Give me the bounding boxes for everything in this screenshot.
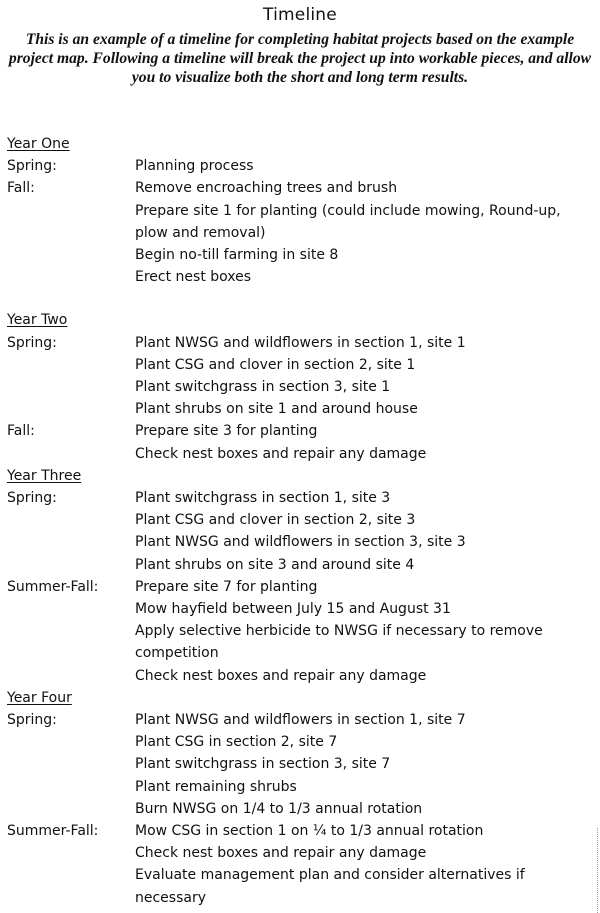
season-label: Fall: [7, 423, 35, 440]
task-item: Plant shrubs on site 1 and around house [135, 401, 418, 418]
task-item: Plant switchgrass in section 1, site 3 [135, 490, 391, 506]
task-item: Plant shrubs on site 3 and around site 4 [135, 556, 415, 573]
task-list [135, 820, 593, 909]
season-row [7, 487, 593, 576]
year-section [7, 465, 593, 687]
year-heading: Year Four [7, 689, 72, 706]
page-title: Timeline [263, 5, 337, 25]
task-list [135, 487, 593, 576]
task-item: Evaluate management plan and consider alternatives if necessary [135, 867, 525, 906]
year-heading: Year Three [7, 467, 82, 484]
season-row [7, 709, 593, 820]
task-item: Begin no-till farming in site 8 [135, 247, 339, 263]
task-item: Check nest boxes and repair any damage [135, 667, 427, 684]
season-label: Fall: [7, 180, 35, 197]
year-heading: Year One [7, 136, 70, 152]
task-item: Prepare site 7 for planting [135, 578, 318, 595]
task-item: Plant NWSG and wildflowers in section 1, site 7 [135, 712, 466, 729]
task-item: Plant switchgrass in section 3, site 1 [135, 379, 391, 395]
season-label: Spring: [7, 158, 57, 175]
year-section [7, 309, 593, 464]
page-edge-mark [595, 828, 598, 913]
season-row [7, 332, 593, 421]
task-item: Burn NWSG on 1/4 to 1/3 annual rotation [135, 800, 423, 817]
task-list [135, 177, 593, 288]
task-item: Apply selective herbicide to NWSG if necessary to remove competition [135, 623, 543, 662]
task-item: Prepare site 3 for planting [135, 423, 318, 440]
task-item: Check nest boxes and repair any damage [135, 445, 427, 462]
season-row [7, 820, 593, 909]
intro-paragraph: This is an example of a timeline for completing habitat projects based on the example project map. Following a timeline will break the project up into workable pieces, and allow you to visualize both the short and long term results. [8, 31, 592, 86]
task-item: Plant remaining shrubs [135, 778, 297, 795]
season-row [7, 576, 593, 687]
task-item: Check nest boxes and repair any damage [135, 845, 427, 862]
timeline [7, 133, 593, 909]
season-row [7, 155, 593, 177]
task-item: Plant CSG in section 2, site 7 [135, 734, 338, 751]
year-heading: Year Two [7, 312, 68, 329]
task-item: Remove encroaching trees and brush [135, 180, 398, 197]
task-item: Erect nest boxes [135, 269, 252, 286]
season-label: Spring: [7, 490, 57, 506]
season-row [7, 420, 593, 464]
task-list [135, 576, 593, 687]
year-section [7, 133, 593, 288]
season-label: Summer-Fall: [7, 823, 99, 840]
season-label: Spring: [7, 334, 57, 351]
season-label: Summer-Fall: [7, 578, 99, 595]
task-item: Mow hayfield between July 15 and August 31 [135, 601, 451, 618]
task-item: Planning process [135, 158, 254, 175]
task-item: Plant switchgrass in section 3, site 7 [135, 756, 391, 773]
task-list [135, 155, 593, 177]
task-list [135, 709, 593, 820]
task-item: Plant CSG and clover in section 2, site 1 [135, 356, 416, 373]
task-list [135, 420, 593, 464]
year-section [7, 687, 593, 909]
task-item: Plant CSG and clover in section 2, site 3 [135, 512, 416, 529]
task-item: Plant NWSG and wildflowers in section 3, site 3 [135, 534, 466, 551]
task-item: Prepare site 1 for planting (could include mowing, Round-up, plow and removal) [135, 202, 561, 241]
task-item: Mow CSG in section 1 on ¼ to 1/3 annual rotation [135, 823, 484, 840]
task-list [135, 332, 593, 421]
task-item: Plant NWSG and wildflowers in section 1, site 1 [135, 334, 466, 351]
season-label: Spring: [7, 712, 57, 729]
season-row [7, 177, 593, 288]
